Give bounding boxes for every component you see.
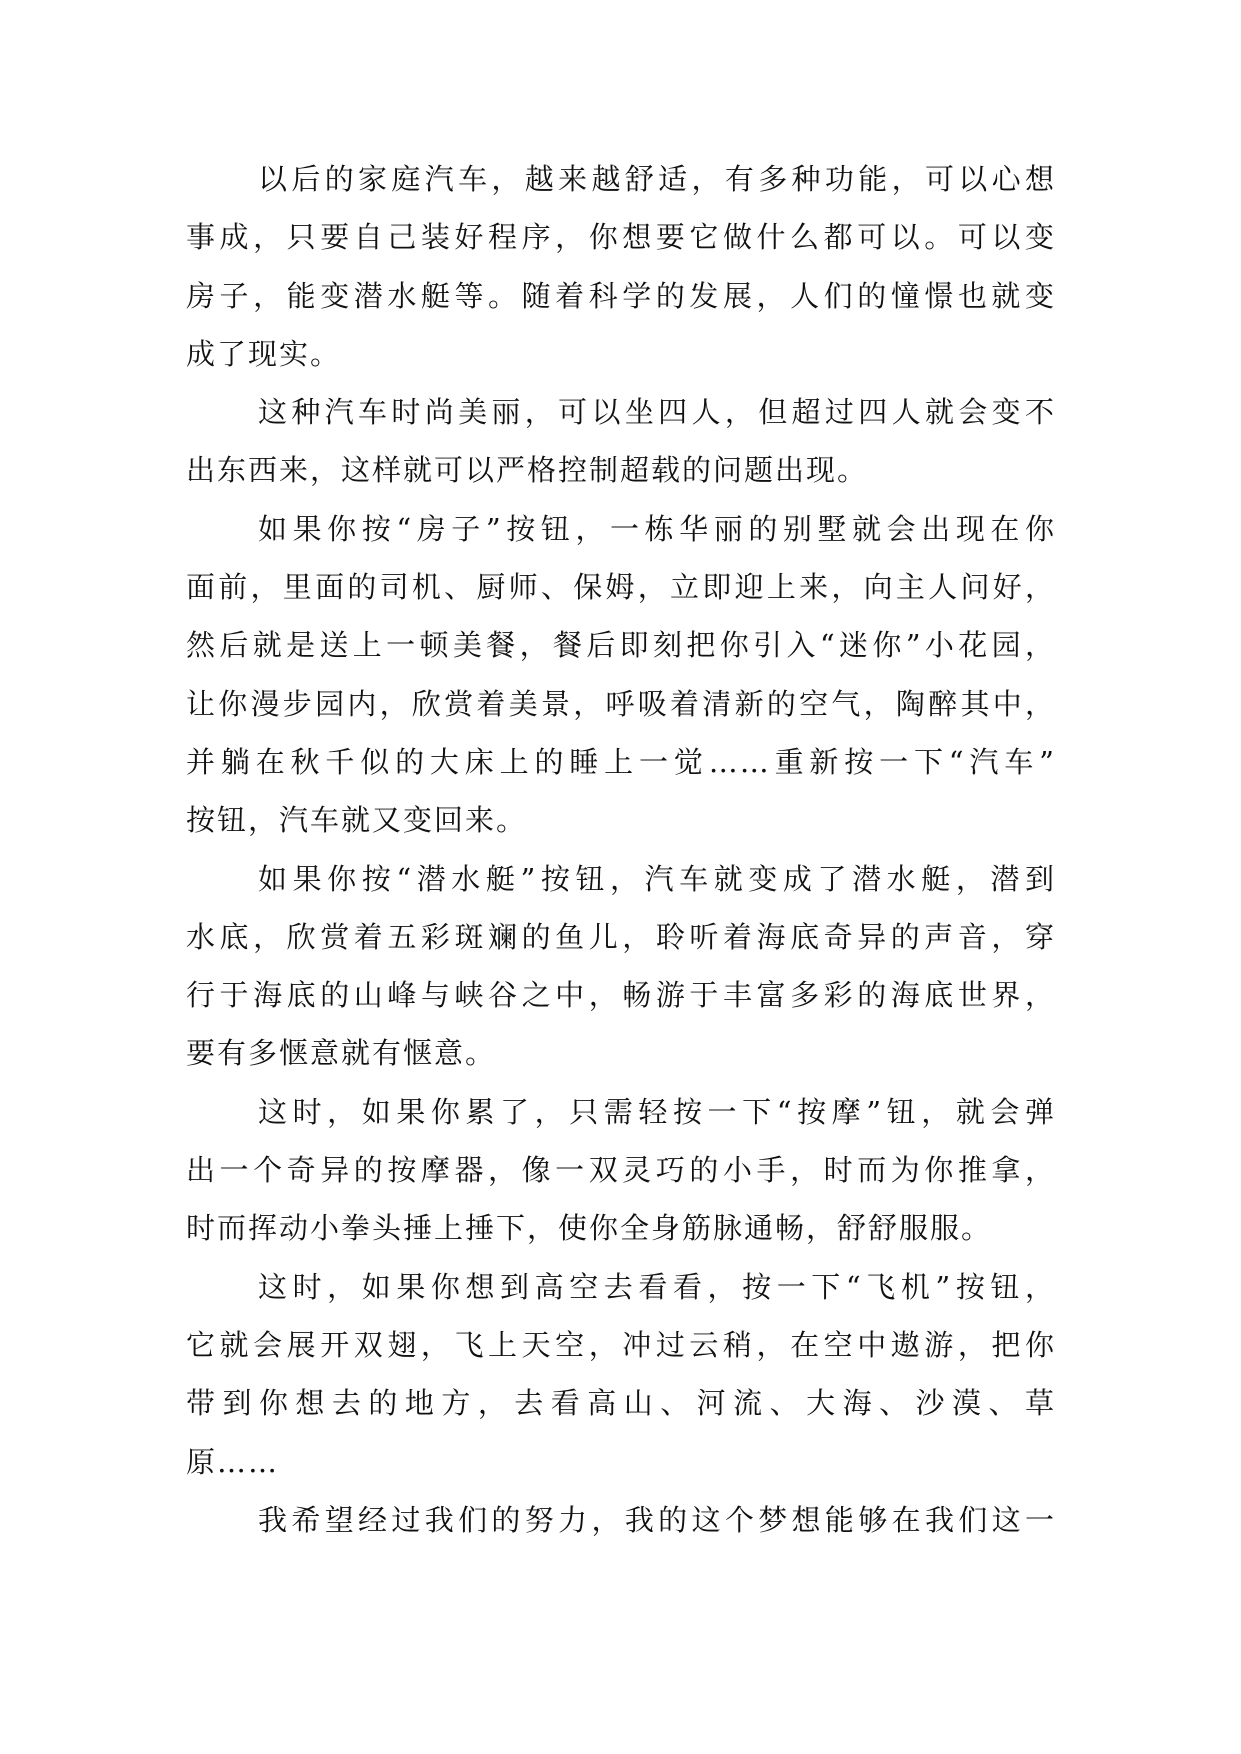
paragraph — [186, 500, 1056, 850]
body-text — [186, 150, 1056, 1549]
text-line: 这种汽车时尚美丽，可以坐四人，但超过四人就会变不 — [258, 395, 1056, 430]
text-line: 并躺在秋千似的大床上的睡上一觉……重新按一下“汽车” — [186, 744, 1056, 779]
text-line: 时而挥动小拳头捶上捶下，使你全身筋脉通畅，舒舒服服。 — [186, 1211, 993, 1246]
text-line: 水底，欣赏着五彩斑斓的鱼儿，聆听着海底奇异的声音，穿 — [186, 919, 1056, 954]
text-line: 面前，里面的司机、厨师、保姆，立即迎上来，向主人问好， — [186, 570, 1056, 605]
paragraph — [186, 383, 1056, 500]
text-line: 它就会展开双翅，飞上天空，冲过云稍，在空中遨游，把你 — [186, 1327, 1056, 1362]
text-line: 成了现实。 — [186, 336, 342, 371]
paragraph — [186, 1083, 1056, 1258]
paragraph — [186, 1491, 1056, 1549]
text-line: 原…… — [186, 1444, 280, 1479]
text-line: 按钮，汽车就又变回来。 — [186, 803, 528, 838]
text-line: 如果你按“房子”按钮，一栋华丽的别墅就会出现在你 — [258, 511, 1056, 546]
text-line: 这时，如果你想到高空去看看，按一下“飞机”按钮， — [258, 1269, 1056, 1304]
text-line: 行于海底的山峰与峡谷之中，畅游于丰富多彩的海底世界， — [186, 978, 1056, 1013]
text-line: 让你漫步园内，欣赏着美景，呼吸着清新的空气，陶醉其中， — [186, 686, 1056, 721]
text-line: 我希望经过我们的努力，我的这个梦想能够在我们这一 — [258, 1502, 1056, 1537]
text-line: 这时，如果你累了，只需轻按一下“按摩”钮，就会弹 — [258, 1094, 1056, 1129]
text-line: 如果你按“潜水艇”按钮，汽车就变成了潜水艇，潜到 — [258, 861, 1056, 896]
text-line: 房子，能变潜水艇等。随着科学的发展，人们的憧憬也就变 — [186, 278, 1056, 313]
text-line: 带到你想去的地方，去看高山、河流、大海、沙漠、草 — [186, 1386, 1056, 1421]
paragraph — [186, 150, 1056, 383]
paragraph — [186, 1258, 1056, 1491]
text-line: 以后的家庭汽车，越来越舒适，有多种功能，可以心想 — [258, 162, 1056, 196]
text-line: 出一个奇异的按摩器，像一双灵巧的小手，时而为你推拿， — [186, 1153, 1056, 1188]
text-line: 事成，只要自己装好程序，你想要它做什么都可以。可以变 — [186, 220, 1056, 255]
paragraph — [186, 850, 1056, 1083]
text-line: 出东西来，这样就可以严格控制超载的问题出现。 — [186, 453, 869, 488]
text-line: 然后就是送上一顿美餐，餐后即刻把你引入“迷你”小花园， — [186, 628, 1056, 663]
text-line: 要有多惬意就有惬意。 — [186, 1036, 497, 1071]
